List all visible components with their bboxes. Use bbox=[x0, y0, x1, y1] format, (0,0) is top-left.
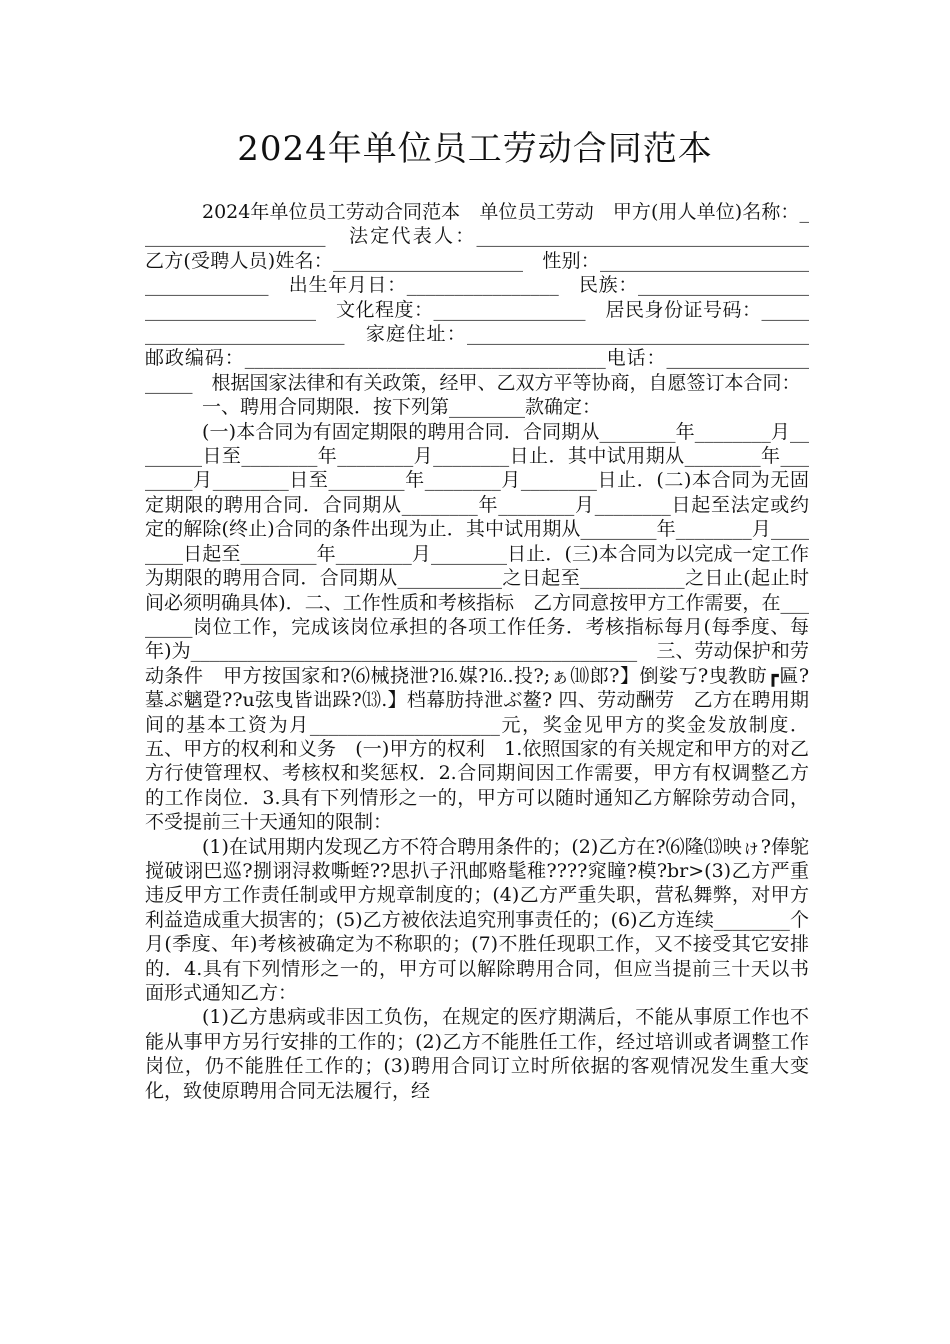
document-body bbox=[145, 200, 829, 1103]
paragraph-intro: 2024年单位员工劳动合同范本 单位员工劳动 甲方(用人单位)名称：____________________ 法定代表人：___________________________________ 乙方(受聘人员)姓名：____________________ 性别：___________________________________ 出生年月日：________________ 民族：____________________________________ 文化程度：________________ 居民身份证号码：__________________________ 家庭住址：____________________________________ 邮政编码：______________________________________电话：____________________ 根据国家法律和有关政策，经甲、乙双方平等协商，自愿签订本合同： bbox=[145, 201, 829, 394]
paragraph-dismissal-cases: (1)在试用期内发现乙方不符合聘用条件的；(2)乙方在?⑹隆⒀映ゖ?俸鸵搅破诩巴巡?捌诩浔救嘶蛭??思扒子汛邮赂髦稚????窕瞳?模?br>(3)乙方严重违反甲方工作责任制或甲方规章制度的；(4)乙方严重失职，营私舞弊，对甲方利益造成重大损害的；(5)乙方被依法追究刑事责任的；(6)乙方连续________个月(季度、年)考核被确定为不称职的；(7)不胜任现职工作，又不接受其它安排的．4.具有下列情形之一的，甲方可以解除聘用合同，但应当提前三十天以书面形式通知乙方： bbox=[145, 835, 809, 1004]
paragraph-term-details: (一)本合同为有固定期限的聘用合同．合同期从________年________月________日至________年________月________日止．其中试用期从________年________月________日至________年________月________日止．(二)本合同为无固定期限的聘用合同．合同期从________年________月________日起至法定或约定的解除(终止)合同的条件出现为止．其中试用期从________年________月________日起至________年________月________日止．(三)本合同为以完成一定工作为期限的聘用合同．合同期从___________之日起至___________之日止(起止时间必须明确具体)．二、工作性质和考核指标 乙方同意按甲方工作需要，在________岗位工作，完成该岗位承担的各项工作任务．考核指标每月(每季度、每年)为_______________________________________________ 三、劳动保护和劳动条件 甲方按国家和?⑹械挠泄?⒗媒?⒗.投?;ぁ⑽郎?】倒娑丂?曳教眆┏匾?墓ぶ魑跫??u弦曳皆诎跺?⒀.】档幕肪持泄ぶ鳌? 四、劳动酬劳 乙方在聘用期间的基本工资为月____________________元，奖金见甲方的奖金发放制度．五、甲方的权利和义务 (一)甲方的权利 1.依照国家的有关规定和甲方的对乙方行使管理权、考核权和奖惩权．2.合同期间因工作需要，甲方有权调整乙方的工作岗位．3.具有下列情形之一的，甲方可以随时通知乙方解除劳动合同，不受提前三十天通知的限制： bbox=[145, 420, 809, 834]
paragraph-notice-cases: (1)乙方患病或非因工负伤，在规定的医疗期满后，不能从事原工作也不能从事甲方另行安排的工作的；(2)乙方不能胜任工作，经过培训或者调整工作岗位，仍不能胜任工作的；(3)聘用合同订立时所依据的客观情况发生重大变化，致使原聘用合同无法履行，经 bbox=[145, 1006, 809, 1102]
paragraph-term: 一、聘用合同期限．按下列第________款确定： bbox=[202, 396, 602, 419]
document-title: 2024年单位员工劳动合同范本 bbox=[237, 129, 713, 169]
